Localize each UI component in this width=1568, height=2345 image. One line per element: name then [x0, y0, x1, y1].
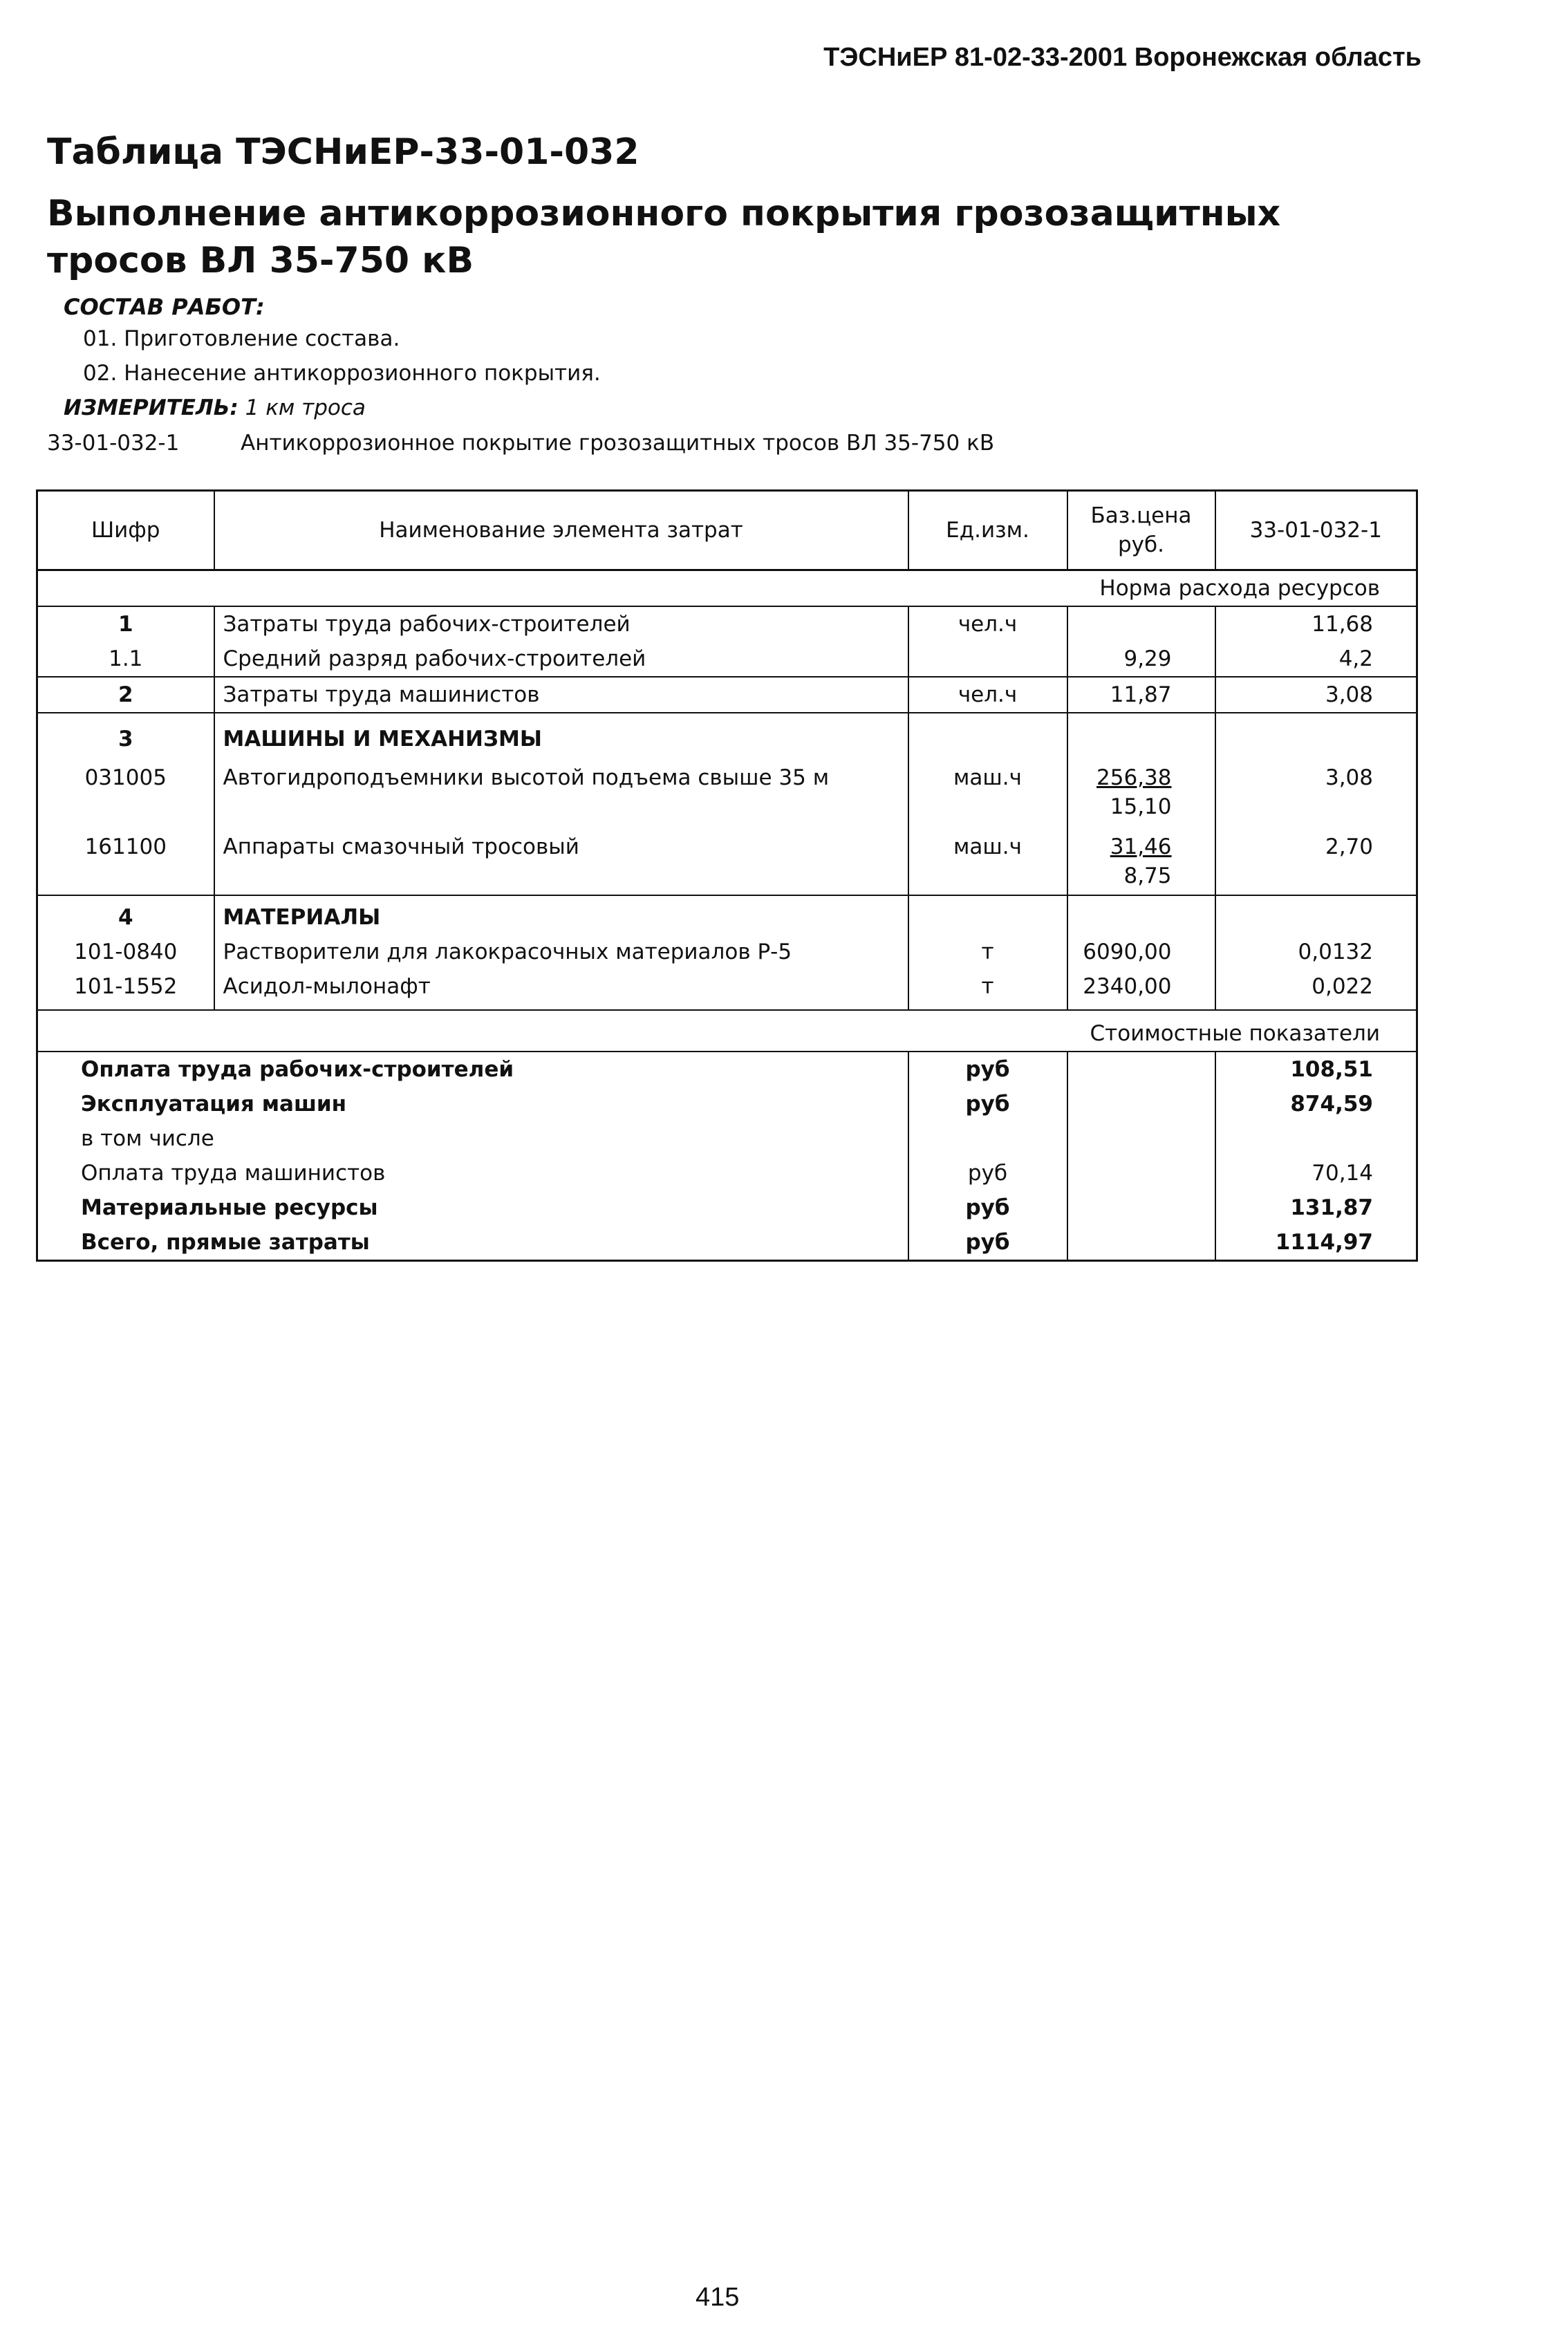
price-secondary: 15,10 — [1110, 794, 1172, 819]
row-code: 3 — [118, 727, 133, 751]
table-row — [37, 969, 1417, 1010]
composition-step: 02. Нанесение антикоррозионного покрытия. — [83, 361, 601, 386]
totals-row — [37, 1087, 1417, 1121]
row-norm: 3,08 — [1215, 677, 1417, 713]
resource-table — [36, 489, 1418, 1262]
row-unit — [908, 642, 1067, 677]
total-name: Эксплуатация машин — [81, 1092, 347, 1117]
col-header-unit: Ед.изм. — [908, 491, 1067, 570]
total-unit: руб — [908, 1087, 1067, 1121]
total-value: 70,14 — [1215, 1156, 1417, 1190]
total-unit: руб — [908, 1225, 1067, 1261]
total-value: 1114,97 — [1215, 1225, 1417, 1261]
total-value: 131,87 — [1215, 1190, 1417, 1225]
row-code: 101-0840 — [74, 940, 178, 964]
band-cost: Стоимостные показатели — [37, 1010, 1417, 1052]
total-name: Материальные ресурсы — [81, 1195, 378, 1220]
row-name: МАШИНЫ И МЕХАНИЗМЫ — [214, 713, 908, 756]
row-price — [1067, 824, 1215, 895]
table-row — [37, 642, 1417, 677]
composition-label: СОСТАВ РАБОТ: — [64, 294, 265, 320]
row-unit: маш.ч — [908, 756, 1067, 824]
row-norm: 4,2 — [1215, 642, 1417, 677]
total-unit: руб — [908, 1052, 1067, 1087]
row-code: 1.1 — [37, 642, 214, 677]
table-row — [37, 895, 1417, 935]
row-code: 101-1552 — [37, 969, 214, 1010]
row-price: 9,29 — [1067, 642, 1215, 677]
total-name: Оплата труда машинистов — [81, 1161, 386, 1186]
row-unit: т — [908, 935, 1067, 969]
total-value: 108,51 — [1215, 1052, 1417, 1087]
meter-value: 1 км троса — [245, 395, 366, 420]
row-unit: чел.ч — [908, 677, 1067, 713]
row-name: МАТЕРИАЛЫ — [214, 895, 908, 935]
meter-line — [64, 395, 366, 420]
col-header-price: Баз.цена руб. — [1067, 491, 1215, 570]
row-code: 161100 — [37, 824, 214, 895]
row-norm: 3,08 — [1215, 756, 1417, 824]
total-value: 874,59 — [1215, 1087, 1417, 1121]
row-code: 031005 — [84, 765, 167, 790]
row-name: Аппараты смазочный тросовый — [214, 824, 908, 895]
row-name: Растворители для лакокрасочных материалов Р-5 — [214, 935, 908, 969]
price-base: 31,46 — [1110, 834, 1172, 859]
table-header-row — [37, 491, 1417, 570]
subtable-code: 33-01-032-1 — [47, 431, 180, 456]
row-price: 2340,00 — [1067, 969, 1215, 1010]
row-price — [1067, 606, 1215, 642]
totals-row — [37, 1156, 1417, 1190]
page-number: 415 — [696, 2283, 740, 2312]
band-norm: Норма расхода ресурсов — [37, 570, 1417, 607]
price-base: 256,38 — [1096, 765, 1172, 790]
row-price — [1067, 756, 1215, 824]
document-header-reference: ТЭСНиЕР 81-02-33-2001 Воронежская область — [823, 43, 1421, 72]
price-secondary: 8,75 — [1123, 863, 1172, 888]
total-name: Оплата труда рабочих-строителей — [81, 1057, 514, 1082]
table-title: Таблица ТЭСНиЕР-33-01-032 — [47, 131, 640, 173]
table-row — [37, 606, 1417, 642]
row-code: 2 — [37, 677, 214, 713]
row-unit: маш.ч — [908, 824, 1067, 895]
totals-row — [37, 1052, 1417, 1087]
subtable-name: Антикоррозионное покрытие грозозащитных тросов ВЛ 35-750 кВ — [241, 431, 995, 456]
row-name: Затраты труда рабочих-строителей — [214, 606, 908, 642]
table-row — [37, 713, 1417, 756]
table-row — [37, 935, 1417, 969]
total-unit: руб — [908, 1190, 1067, 1225]
row-name: Затраты труда машинистов — [214, 677, 908, 713]
table-row — [37, 824, 1417, 895]
row-name: Средний разряд рабочих-строителей — [214, 642, 908, 677]
composition-step: 01. Приготовление состава. — [83, 326, 400, 351]
col-header-name: Наименование элемента затрат — [214, 491, 908, 570]
table-row — [37, 756, 1417, 824]
totals-row — [37, 1225, 1417, 1261]
row-code: 4 — [118, 905, 133, 930]
col-header-code: Шифр — [37, 491, 214, 570]
total-unit: руб — [908, 1156, 1067, 1190]
totals-row — [37, 1190, 1417, 1225]
row-unit: т — [908, 969, 1067, 1010]
table-row — [37, 677, 1417, 713]
row-name: Автогидроподъемники высотой подъема свыше 35 м — [214, 756, 908, 824]
row-norm: 0,022 — [1215, 969, 1417, 1010]
row-price: 11,87 — [1067, 677, 1215, 713]
totals-row — [37, 1121, 1417, 1156]
meter-label: ИЗМЕРИТЕЛЬ: — [64, 395, 239, 420]
total-name: в том числе — [81, 1126, 214, 1151]
row-norm: 2,70 — [1215, 824, 1417, 895]
table-subtitle: Выполнение антикоррозионного покрытия грозозащитных тросов ВЛ 35-750 кВ — [47, 193, 1281, 281]
row-unit: чел.ч — [908, 606, 1067, 642]
row-name: Асидол-мылонафт — [214, 969, 908, 1010]
row-norm: 0,0132 — [1215, 935, 1417, 969]
row-norm: 11,68 — [1215, 606, 1417, 642]
row-price: 6090,00 — [1067, 935, 1215, 969]
col-header-norm: 33-01-032-1 — [1215, 491, 1417, 570]
total-name: Всего, прямые затраты — [81, 1230, 370, 1255]
row-code: 1 — [118, 612, 133, 637]
